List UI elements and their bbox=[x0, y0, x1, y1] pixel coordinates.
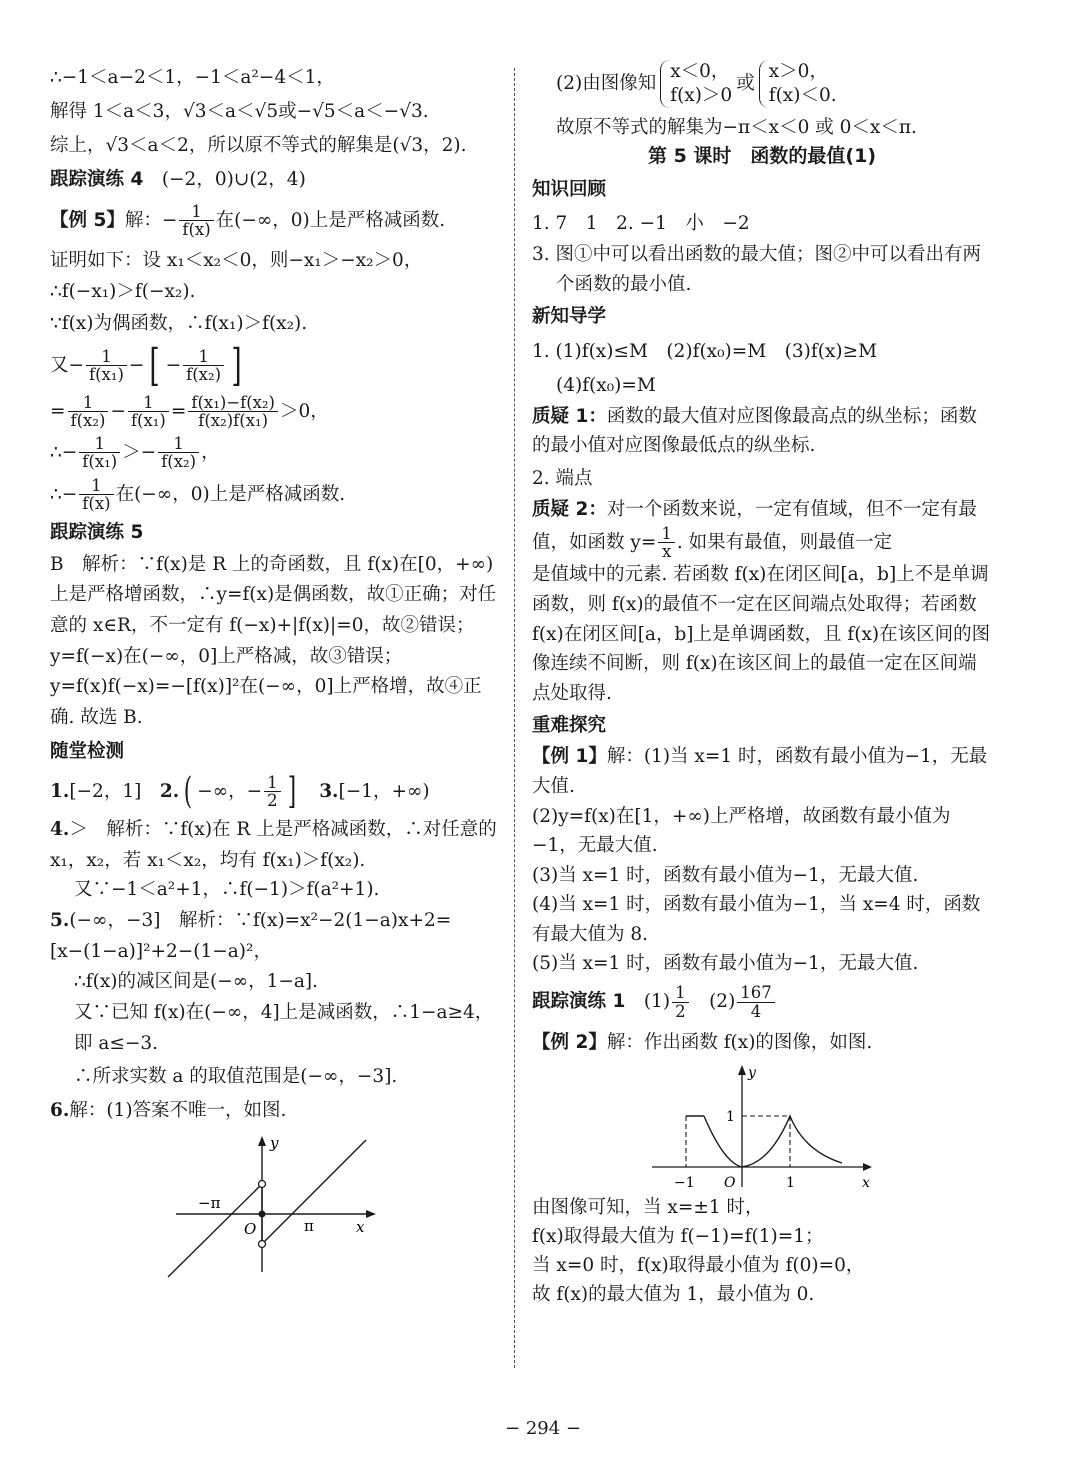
text-line: ∴所求实数 a 的取值范围是(−∞，−3]. bbox=[74, 1066, 398, 1088]
text: ＞0， bbox=[280, 400, 329, 422]
numerator: 1 bbox=[79, 477, 113, 495]
text-line: 3. 图①中可以看出函数的最大值；图②中可以看出有两个函数的最小值. bbox=[532, 244, 982, 295]
denominator: f(x₂) bbox=[70, 410, 106, 430]
example-label: 【例 1】 bbox=[532, 746, 607, 768]
left-bracket: [ bbox=[149, 339, 161, 391]
question-label: 质疑 2： bbox=[532, 499, 607, 521]
text-line: ∵f(x)为偶函数，∴f(x₁)＞f(x₂). bbox=[50, 313, 308, 335]
fraction bbox=[158, 435, 199, 471]
right-bracket: ] bbox=[231, 339, 242, 391]
text: ， bbox=[201, 441, 220, 463]
open-point bbox=[259, 1180, 266, 1187]
right-column bbox=[532, 60, 992, 1309]
text: 解：(1)当 x=1 时，函数有最小值为−1，无最大值. bbox=[532, 746, 988, 797]
number: 1. bbox=[50, 780, 70, 802]
answer: [−2，1] bbox=[69, 780, 142, 802]
text-line: (5)当 x=1 时，函数有最小值为−1，无最大值. bbox=[532, 953, 919, 975]
numerator: f(x₁)−f(x₂) bbox=[188, 394, 278, 412]
text-block: 是值域中的元素. 若函数 f(x)在闭区间[a，b]上不是单调函数，则 f(x)的最值不一定在区间端点处取得；若函数 f(x)在闭区间[a，b]上是单调函数，且 f(x)在该区间的图像连续不间断，则 f(x)在该区间上的最值一定在区间端点处取得. bbox=[532, 564, 991, 704]
text-line: ∴f(x)的减区间是(−∞，1−a]. bbox=[74, 970, 319, 992]
text-line: 当 x=0 时，f(x)取得最小值为 f(0)=0， bbox=[532, 1255, 865, 1277]
text-line: (3)当 x=1 时，函数有最小值为−1，无最大值. bbox=[532, 864, 919, 886]
text: 解：作出函数 f(x)的图像，如图. bbox=[606, 1031, 873, 1053]
text-line: 又∵−1＜a²+1，∴f(−1)＞f(a²+1). bbox=[74, 879, 380, 901]
text-line: 1. 7 1 2. −1 小 −2 bbox=[532, 213, 750, 235]
text: (2) bbox=[709, 991, 736, 1013]
y-axis-arrow bbox=[258, 1136, 266, 1146]
denominator: f(x₁) bbox=[82, 452, 118, 472]
column-divider bbox=[514, 68, 515, 1368]
left-paren: ( bbox=[183, 770, 193, 812]
answer: ＞ 解析：∵f(x)在 R 上是严格减函数，∴对任意的 x₁，x₂，若 x₁＜x₂，均有 f(x₁)＞f(x₂). bbox=[50, 818, 497, 871]
denominator: f(x₁) bbox=[89, 365, 124, 384]
answer-5 bbox=[50, 906, 502, 967]
question-2 bbox=[532, 495, 992, 560]
example-5 bbox=[50, 197, 502, 244]
text-line: ∴−1＜a−2＜1，−1＜a²−4＜1， bbox=[50, 67, 335, 88]
y-label: y bbox=[748, 1064, 756, 1081]
open-point bbox=[259, 1240, 266, 1247]
answer: −∞，− bbox=[197, 780, 263, 802]
text: 在(−∞，0)上是严格减函数. bbox=[215, 209, 446, 231]
numerator: 1 bbox=[68, 394, 109, 412]
text: 又− bbox=[50, 354, 85, 376]
answer: (−∞，−3] 解析：∵f(x)=x²−2(1−a)x+2=[x−(1−a)]²+2−(1−a)²， bbox=[50, 910, 452, 963]
denominator: f(x) bbox=[182, 219, 211, 239]
denominator: f(x₁) bbox=[130, 410, 166, 430]
text-line: 故原不等式的解集为−π＜x＜0 或 0＜x＜π. bbox=[556, 117, 917, 139]
fraction bbox=[179, 203, 213, 239]
question-label: 质疑 1： bbox=[532, 405, 607, 427]
origin-label: O bbox=[724, 1174, 736, 1191]
practice-4 bbox=[50, 162, 502, 196]
solid-point bbox=[259, 1210, 266, 1217]
fraction bbox=[79, 477, 113, 513]
answer-6 bbox=[50, 1093, 502, 1127]
case-brace bbox=[759, 60, 837, 108]
text: 解：− bbox=[124, 209, 178, 231]
text: (1) bbox=[643, 991, 671, 1013]
text: ＞− bbox=[122, 441, 157, 463]
text-line: 综上，√3＜a＜2，所以原不等式的解集是(√3，2). bbox=[50, 135, 467, 157]
text-line: (2)y=f(x)在[1，+∞)上严格增，故函数有最小值为−1，无最大值. bbox=[532, 805, 951, 857]
figure-2 bbox=[642, 1063, 882, 1193]
fraction bbox=[658, 525, 675, 561]
function-curve bbox=[704, 1116, 842, 1167]
text-line bbox=[50, 474, 502, 516]
text-line: 又− $\frac{1}{\text{f(x₁)}}$ − [ − $\frac{1}{\text{f(x₂)}}$ ] bbox=[50, 339, 242, 391]
answer: [−1，+∞) bbox=[338, 780, 430, 802]
right-bracket: ] bbox=[287, 770, 296, 812]
denominator: f(x₂) bbox=[161, 452, 197, 472]
text: − bbox=[110, 400, 126, 422]
answer: (−2，0)∪(2，4) bbox=[161, 169, 306, 191]
number: 5. bbox=[50, 910, 70, 932]
lesson-title: 第 5 课时 函数的最值(1) bbox=[647, 145, 877, 168]
numerator: 1 bbox=[86, 348, 127, 366]
text: . 如果有最值，则最值一定 bbox=[676, 531, 893, 553]
text: − bbox=[128, 354, 145, 376]
left-column bbox=[50, 60, 502, 1278]
section-label: 随堂检测 bbox=[50, 740, 125, 762]
x-label: x bbox=[862, 1174, 870, 1191]
case-line: x＜0， bbox=[670, 61, 730, 82]
example-1 bbox=[532, 742, 992, 801]
origin-label: O bbox=[244, 1219, 257, 1238]
example-label: 【例 5】 bbox=[50, 209, 125, 231]
neg-pi-label: −π bbox=[198, 1193, 221, 1212]
fraction bbox=[68, 394, 109, 430]
example-label: 【例 2】 bbox=[532, 1031, 607, 1053]
text: ∴− bbox=[50, 483, 78, 505]
text-line bbox=[50, 432, 502, 474]
denominator: x bbox=[661, 542, 672, 561]
denominator: f(x₂) bbox=[186, 365, 222, 384]
number: 4. bbox=[50, 818, 70, 840]
fraction bbox=[264, 774, 281, 810]
fraction bbox=[188, 394, 278, 430]
numerator: 1 bbox=[179, 203, 213, 221]
x-axis-arrow bbox=[863, 1163, 872, 1171]
number: 6. bbox=[50, 1100, 70, 1122]
text-line: 证明如下：设 x₁＜x₂＜0，则−x₁＞−x₂＞0， bbox=[50, 250, 423, 272]
text: = bbox=[50, 400, 66, 422]
section-label: 跟踪演练 5 bbox=[50, 522, 144, 544]
numerator: 1 bbox=[79, 435, 120, 453]
numerator: 167 bbox=[737, 984, 775, 1002]
text-line: (4)f(x₀)=M bbox=[556, 374, 656, 396]
text: 对一个函数来说，一定有值域，但不一定有最值，如函数 y= bbox=[532, 499, 977, 553]
text-line: 由图像可知，当 x=±1 时， bbox=[532, 1196, 764, 1218]
denominator: 2 bbox=[675, 1001, 686, 1021]
numerator: 1 bbox=[183, 348, 224, 366]
section-label: 跟踪演练 1 bbox=[532, 991, 626, 1013]
text-line: 故 f(x)的最大值为 1，最小值为 0. bbox=[532, 1284, 815, 1306]
fraction bbox=[672, 984, 689, 1020]
text-line: 解得 1＜a＜3，√3＜a＜√5或−√5＜a＜−√3. bbox=[50, 101, 429, 123]
answers-1-3 bbox=[50, 768, 502, 815]
answer-4 bbox=[50, 815, 502, 876]
answer: 解：(1)答案不唯一，如图. bbox=[69, 1100, 287, 1122]
practice-5-text: B 解析：∵f(x)是 R 上的奇函数，且 f(x)在[0，+∞)上是严格增函数，∴y=f(x)是偶函数，故①正确；对任意的 x∈R，不一定有 f(−x)+|f(x)|=0，故②错误；y=f(−x)在(−∞，0]上严格减，故③错误；y=f(x)f(−x)=−[f(x)]²在(−∞，0]上严格增，故④正确. 故选 B. bbox=[50, 553, 497, 729]
denominator: f(x₂)f(x₁) bbox=[198, 410, 269, 430]
numerator: 1 bbox=[158, 435, 199, 453]
neg1-label: −1 bbox=[674, 1174, 695, 1191]
text-line: (4)当 x=1 时，函数有最小值为−1，当 x=4 时，函数有最大值为 8. bbox=[532, 893, 981, 945]
denominator: f(x) bbox=[82, 494, 111, 514]
x-label: x bbox=[356, 1217, 365, 1236]
case-brace bbox=[660, 60, 732, 108]
y-label: y bbox=[270, 1133, 279, 1152]
fraction bbox=[86, 348, 127, 384]
text-line: ∴f(−x₁)＞f(−x₂). bbox=[50, 281, 196, 303]
text: 在(−∞，0)上是严格减函数. bbox=[115, 483, 346, 505]
fraction bbox=[737, 984, 775, 1020]
section-label: 跟踪演练 4 bbox=[50, 169, 144, 191]
numerator: 1 bbox=[264, 774, 281, 792]
pi-label: π bbox=[304, 1216, 314, 1235]
numerator: 1 bbox=[672, 984, 689, 1002]
one-x-label: 1 bbox=[786, 1174, 795, 1191]
figure-1 bbox=[166, 1132, 386, 1278]
text-line: 又∵已知 f(x)在(−∞，4]上是减函数，∴1−a≥4，即 a≤−3. bbox=[74, 1001, 494, 1054]
text: (2)由图像知 bbox=[556, 73, 657, 95]
y-axis-arrow bbox=[738, 1065, 746, 1075]
text: 或 bbox=[736, 73, 755, 95]
section-label: 新知导学 bbox=[532, 306, 607, 328]
text-line: f(x)取得最大值为 f(−1)=f(1)=1； bbox=[532, 1226, 824, 1248]
right-branch bbox=[262, 1140, 366, 1244]
text: 函数的最大值对应图像最高点的纵坐标；函数的最小值对应图像最低点的纵坐标. bbox=[532, 405, 977, 457]
denominator: 2 bbox=[267, 791, 278, 811]
case-line: x＞0， bbox=[768, 61, 828, 82]
section-label: 知识回顾 bbox=[532, 178, 607, 200]
case-line: f(x)＞0 bbox=[670, 85, 733, 107]
fraction bbox=[128, 394, 169, 430]
text-line bbox=[532, 60, 992, 113]
question-1 bbox=[532, 402, 992, 461]
number: 2. bbox=[159, 780, 180, 802]
numerator: 1 bbox=[128, 394, 169, 412]
fraction bbox=[183, 348, 224, 384]
section-label: 重难探究 bbox=[532, 715, 607, 737]
numerator: 1 bbox=[658, 525, 675, 543]
number: 3. bbox=[319, 780, 339, 802]
fraction bbox=[79, 435, 120, 471]
x-axis-arrow bbox=[366, 1210, 376, 1218]
text: ∴− bbox=[50, 441, 78, 463]
denominator: 4 bbox=[750, 1001, 762, 1021]
page-number: − 294 − bbox=[505, 1418, 581, 1439]
text-line bbox=[50, 391, 502, 433]
one-y-label: 1 bbox=[726, 1108, 735, 1125]
text-line: 2. 端点 bbox=[532, 467, 593, 489]
text-line: 1. (1)f(x)≤M (2)f(x₀)=M (3)f(x)≥M bbox=[532, 340, 878, 362]
case-line: f(x)＜0. bbox=[768, 85, 837, 107]
text: = bbox=[170, 400, 187, 422]
practice-1 bbox=[532, 978, 992, 1025]
example-2 bbox=[532, 1025, 992, 1059]
